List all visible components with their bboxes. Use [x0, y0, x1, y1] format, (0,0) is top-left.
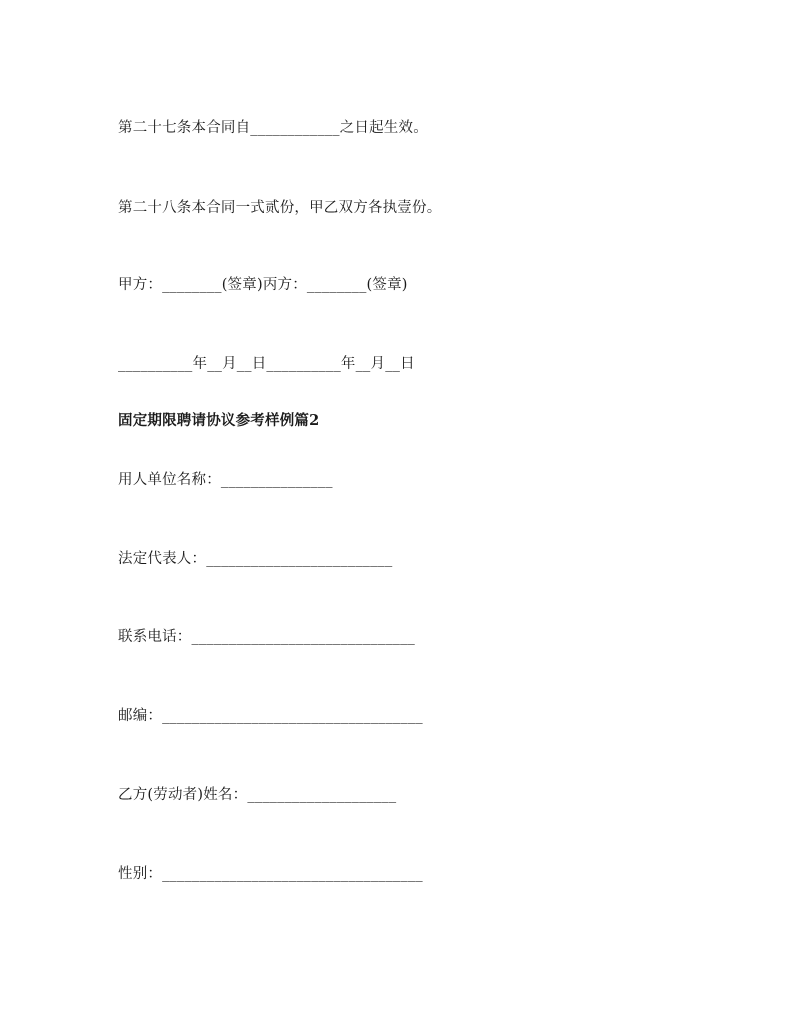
- employee-name-field: 乙方(劳动者)姓名：____________________: [118, 787, 397, 803]
- gender-field: 性别：___________________________________: [118, 866, 423, 882]
- employer-name-field: 用人单位名称：_______________: [118, 472, 333, 488]
- section-title: 固定期限聘请协议参考样例篇2: [118, 412, 320, 429]
- postal-code-field: 邮编：___________________________________: [118, 708, 423, 724]
- contact-phone-field: 联系电话：______________________________: [118, 629, 415, 645]
- date-line: __________年__月__日__________年__月__日: [118, 356, 415, 372]
- legal-representative-field: 法定代表人：_________________________: [118, 551, 393, 567]
- article-27-text: 第二十七条本合同自____________之日起生效。: [118, 120, 428, 136]
- article-28-text: 第二十八条本合同一式贰份，甲乙双方各执壹份。: [118, 200, 442, 216]
- signature-line: 甲方：________(签章)丙方：________(签章): [118, 277, 408, 293]
